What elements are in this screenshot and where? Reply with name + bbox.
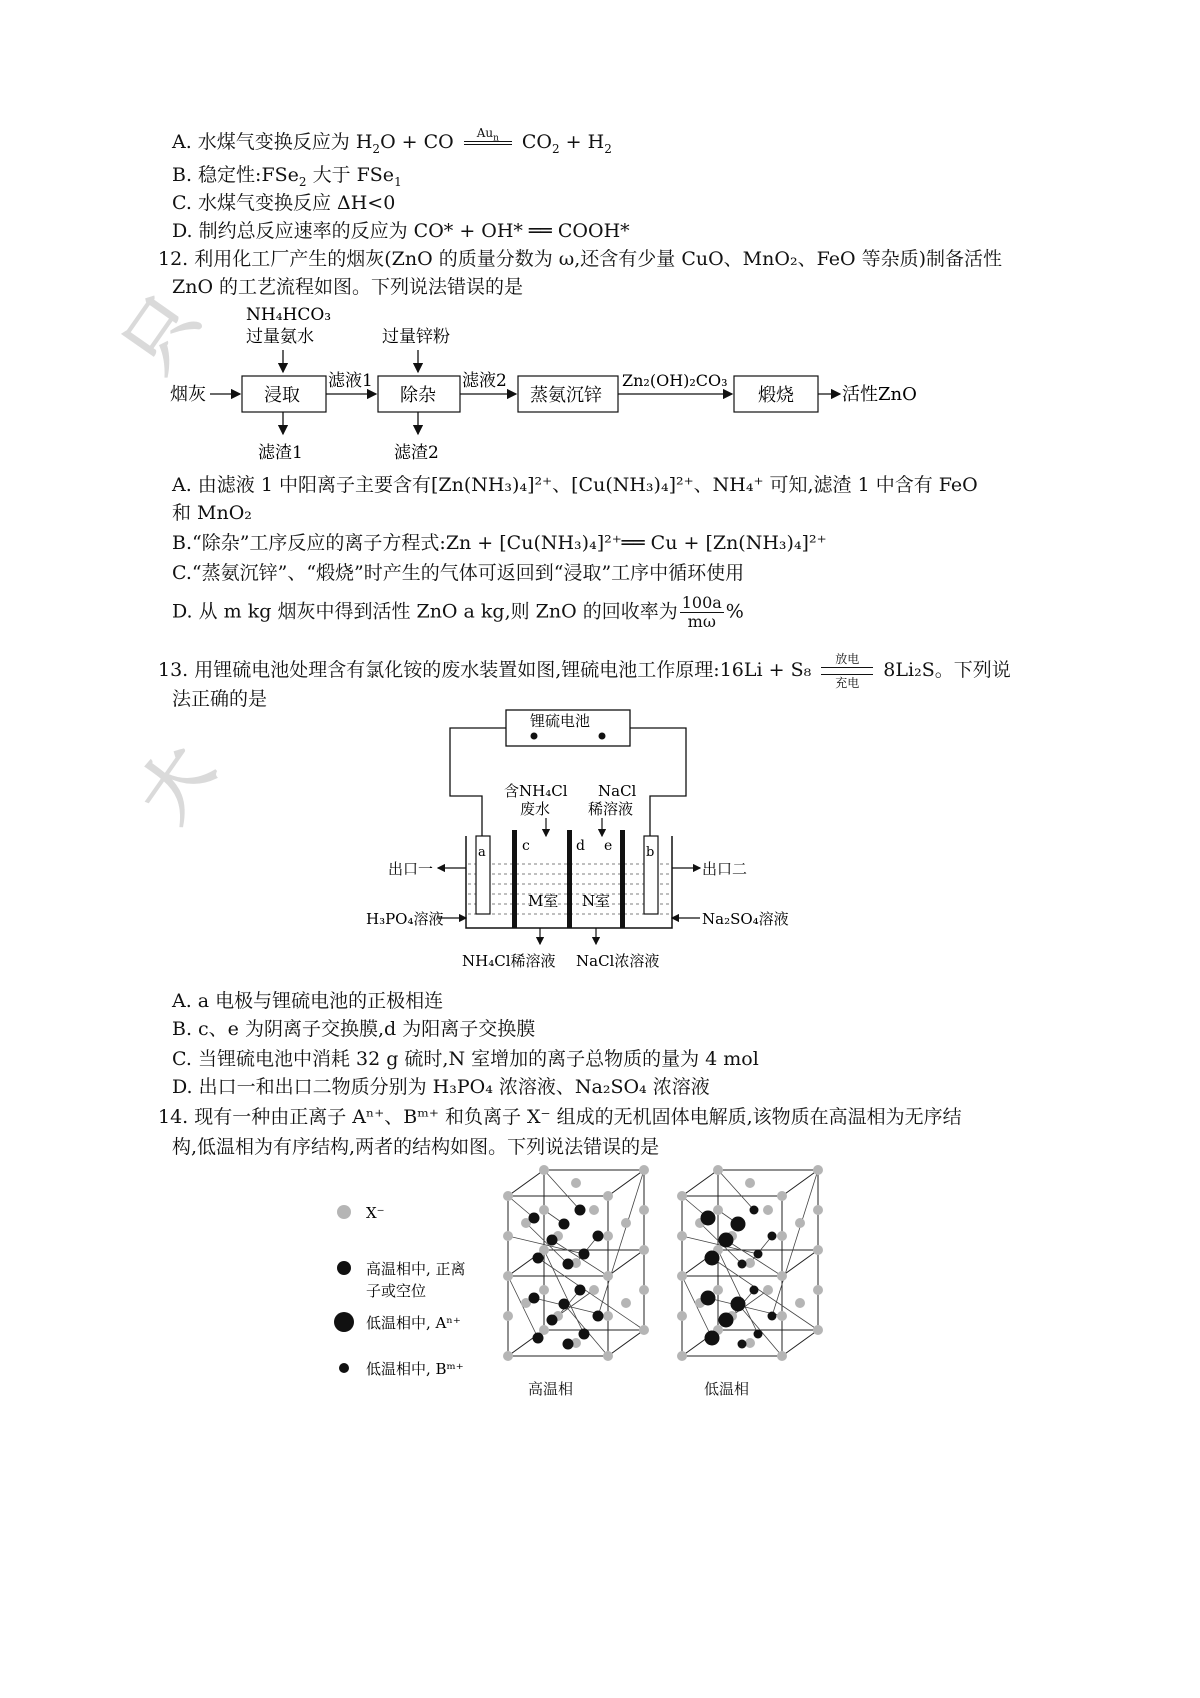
lattice-x-ion-0: [503, 1191, 513, 1201]
lattice-x-ion-7: [813, 1245, 823, 1255]
lattice-cation-15: [563, 1339, 574, 1350]
membrane-e-label: e: [604, 838, 613, 854]
watermark: 大: [122, 731, 230, 836]
lattice-cation-9: [750, 1286, 759, 1295]
feed-dilute-label: 稀溶液: [588, 800, 634, 818]
lattice-x-ion-10: [677, 1351, 687, 1361]
lattice-cation-9: [575, 1285, 586, 1296]
membrane-c-label: c: [522, 838, 530, 854]
box-calcine-label: 煅烧: [758, 385, 794, 406]
lattice-cation-11: [593, 1311, 604, 1322]
q13-stem-line2: 法正确的是: [172, 688, 268, 710]
lattice-cation-4: [533, 1253, 544, 1264]
q12-option-c: C.“蒸氨沉锌”、“煅烧”时产生的气体可返回到“浸取”工序中循环使用: [172, 562, 745, 584]
lattice-cation-7: [738, 1260, 747, 1269]
box-precipitate-label: 蒸氨沉锌: [530, 385, 602, 406]
lattice-high-temp: [496, 1162, 656, 1372]
q13-option-c: C. 当锂硫电池中消耗 32 g 硫时,N 室增加的离子总物质的量为 4 mol: [172, 1048, 759, 1070]
feed-waste-label: 废水: [520, 800, 551, 818]
lattice-cation-12: [705, 1331, 720, 1346]
lattice-cation-12: [533, 1333, 544, 1344]
lattice-cation-7: [563, 1259, 574, 1270]
residue1: 滤渣1: [258, 443, 303, 463]
lattice-x-ion-6: [777, 1271, 787, 1281]
q11-option-a: A. 水煤气变换反应为 $H_2O$ + CO $Au_n$ $CO_2 + H_2$: [172, 126, 612, 160]
lattice-cation-3: [593, 1231, 604, 1242]
bottom-nacl-conc: NaCl浓溶液: [576, 952, 660, 970]
lattice-x-ion-1: [603, 1191, 613, 1201]
q12-stem-line2: ZnO 的工艺流程如图。下列说法错误的是: [172, 276, 524, 298]
lattice-x-ion-18: [539, 1205, 549, 1215]
legend-high-line1: 高温相中, 正离: [366, 1260, 466, 1278]
lattice-x-ion-22: [763, 1205, 773, 1215]
lattice-x-ion-3: [713, 1165, 723, 1175]
lattice-cation-1: [750, 1206, 759, 1215]
membrane-c: [512, 830, 517, 928]
lattice-cation-10: [547, 1315, 558, 1326]
lattice-x-ion-2: [639, 1165, 649, 1175]
lattice-x-ion-4: [745, 1178, 755, 1188]
catalyst-equals: $Au_n$: [464, 126, 512, 160]
lattice-cation-13: [579, 1329, 590, 1340]
q12-stem-line1: 12. 利用化工厂产生的烟灰(ZnO 的质量分数为 ω,还含有少量 CuO、MnO₂、FeO 等杂质)制备活性: [158, 248, 1002, 270]
q12-option-a-line1: A. 由滤液 1 中阳离子主要含有[Zn(NH₃)₄]²⁺、[Cu(NH₃)₄]²⁺、NH₄⁺ 可知,滤渣 1 中含有 FeO: [172, 474, 978, 496]
legend-a-atom: [334, 1312, 354, 1332]
q12-option-a-line2: 和 MnO₂: [172, 502, 252, 524]
lattice-cation-13: [754, 1330, 763, 1339]
lattice-x-ion-17: [813, 1205, 823, 1215]
inlet-h3po4: H₃PO₄溶液: [366, 910, 444, 928]
lattice-x-ion-11: [777, 1351, 787, 1361]
lattice-cation-5: [754, 1250, 763, 1259]
residue2: 滤渣2: [394, 443, 439, 463]
lattice-x-ion-1: [777, 1191, 787, 1201]
electrode-b-label: b: [646, 845, 655, 860]
lattice-cation-3: [768, 1232, 777, 1241]
outlet-one: 出口一: [388, 860, 434, 878]
q13-stem-line1: 13. 用锂硫电池处理含有氯化铵的废水装置如图,锂硫电池工作原理:16Li + S₈ 放电 充电 8Li₂S。下列说: [158, 652, 1011, 690]
lattice-x-ion-16: [777, 1231, 787, 1241]
room-m: M室: [528, 892, 559, 910]
arrow-zn2oh2co3: Zn₂(OH)₂CO₃: [622, 371, 728, 390]
lattice-cation-0: [529, 1213, 540, 1224]
lattice-x-ion-26: [539, 1285, 549, 1295]
lattice-low-temp: [670, 1162, 830, 1372]
lattice-x-ion-3: [539, 1165, 549, 1175]
lattice-x-ion-18: [713, 1205, 723, 1215]
room-n: N室: [582, 892, 611, 910]
lattice-cation-10: [719, 1313, 734, 1328]
flow-end-zno: 活性ZnO: [842, 384, 917, 405]
lattice-cation-6: [559, 1219, 570, 1230]
lattice-cation-8: [701, 1291, 716, 1306]
box-purify-label: 除杂: [400, 385, 436, 406]
lattice-cation-11: [768, 1312, 777, 1321]
q13-option-a: A. a 电极与锂硫电池的正极相连: [172, 990, 444, 1012]
legend-high-line2: 子或空位: [366, 1282, 427, 1300]
lattice-cation-8: [529, 1293, 540, 1304]
lattice-x-ion-23: [677, 1311, 687, 1321]
q12-flow-diagram: [160, 300, 980, 475]
q11-option-c: C. 水煤气变换反应 ΔH<0: [172, 192, 396, 214]
inlet-na2so4: Na₂SO₄溶液: [702, 910, 789, 928]
lattice-x-ion-15: [503, 1231, 513, 1241]
battery-terminal-right: [599, 733, 606, 740]
lattice-cation-5: [579, 1249, 590, 1260]
arrow-filtrate2: 滤液2: [462, 371, 507, 391]
lattice-x-ion-26: [713, 1285, 723, 1295]
lattice-cation-4: [705, 1251, 720, 1266]
lattice-x-ion-20: [795, 1218, 805, 1228]
lattice-x-ion-30: [589, 1285, 599, 1295]
outlet-two: 出口二: [702, 860, 748, 878]
feed-nacl-label: NaCl: [598, 782, 637, 800]
q14-legend: [330, 1190, 500, 1390]
lattice-x-ion-28: [621, 1298, 631, 1308]
lattice-x-ion-23: [503, 1311, 513, 1321]
lattice-cation-2: [547, 1235, 558, 1246]
lattice-cation-15: [738, 1340, 747, 1349]
membrane-d: [567, 830, 572, 928]
lattice-cation-2: [719, 1233, 734, 1248]
lattice-x-ion-15: [677, 1231, 687, 1241]
lattice-x-ion-12: [639, 1325, 649, 1335]
reagent-ammonia: 过量氨水: [246, 327, 314, 347]
feed-nh4cl-label: 含NH₄Cl: [504, 782, 568, 800]
lattice-x-ion-5: [503, 1271, 513, 1281]
q13-cell-diagram: [366, 706, 789, 978]
lattice-x-ion-14: [745, 1338, 755, 1348]
lattice-x-ion-10: [503, 1351, 513, 1361]
legend-high-atom: [337, 1261, 351, 1275]
lattice-x-ion-12: [813, 1325, 823, 1335]
q13-option-d: D. 出口一和出口二物质分别为 H₃PO₄ 浓溶液、Na₂SO₄ 浓溶液: [172, 1076, 710, 1098]
flow-start-ash: 烟灰: [170, 384, 206, 405]
lattice-x-ion-2: [813, 1165, 823, 1175]
lattice-cation-14: [731, 1297, 746, 1312]
legend-b-atom: [339, 1363, 349, 1373]
lattice-x-ion-16: [603, 1231, 613, 1241]
lattice-cation-6: [731, 1217, 746, 1232]
battery-terminal-left: [531, 733, 538, 740]
q12-option-d: D. 从 m kg 烟灰中得到活性 ZnO a kg,则 ZnO 的回收率为 $\frac{100a}{m\omega}$ %: [172, 593, 744, 631]
lattice-cation-14: [559, 1299, 570, 1310]
legend-x-atom: [337, 1205, 351, 1219]
lattice-x-ion-20: [621, 1218, 631, 1228]
legend-b-label: 低温相中, Bᵐ⁺: [366, 1360, 464, 1378]
lattice-cation-0: [701, 1211, 716, 1226]
lattice-x-ion-5: [677, 1271, 687, 1281]
reagent-nh4hco3: NH₄HCO₃: [246, 305, 332, 325]
lattice-x-ion-17: [639, 1205, 649, 1215]
electrode-a-label: a: [478, 845, 486, 860]
reversible-arrow: 放电 充电: [821, 652, 873, 690]
legend-a-label: 低温相中, Aⁿ⁺: [366, 1314, 461, 1332]
lattice-x-ion-11: [603, 1351, 613, 1361]
lattice-x-ion-6: [603, 1271, 613, 1281]
membrane-e: [620, 830, 625, 928]
lattice-x-ion-9: [745, 1258, 755, 1268]
bottom-nh4cl-dilute: NH₄Cl稀溶液: [462, 952, 556, 970]
lattice-x-ion-30: [763, 1285, 773, 1295]
arrow-filtrate1: 滤液1: [328, 371, 373, 391]
lattice-x-ion-25: [639, 1285, 649, 1295]
membrane-d-label: d: [576, 838, 585, 854]
lattice-x-ion-25: [813, 1285, 823, 1295]
caption-high-temp: 高温相: [528, 1380, 574, 1398]
battery-label: 锂硫电池: [530, 712, 591, 730]
box-leaching-label: 浸取: [264, 385, 300, 406]
lattice-x-ion-22: [589, 1205, 599, 1215]
reagent-zinc-powder: 过量锌粉: [382, 327, 450, 347]
q13-option-b: B. c、e 为阴离子交换膜,d 为阳离子交换膜: [172, 1018, 536, 1040]
caption-low-temp: 低温相: [704, 1380, 750, 1398]
lattice-cation-1: [575, 1205, 586, 1216]
q11-option-b: B. 稳定性:FSe$_2$ 大于 FSe$_1$: [172, 164, 402, 189]
legend-x-label: X⁻: [366, 1204, 385, 1222]
lattice-x-ion-24: [603, 1311, 613, 1321]
lattice-x-ion-7: [639, 1245, 649, 1255]
recovery-fraction: $\frac{100a}{m\omega}$: [681, 593, 722, 631]
watermark: 只: [107, 281, 215, 386]
q11-option-d: D. 制约总反应速率的反应为 CO* + OH* ══ COOH*: [172, 220, 630, 242]
q14-stem-line2: 构,低温相为有序结构,两者的结构如图。下列说法错误的是: [172, 1136, 660, 1158]
q14-stem-line1: 14. 现有一种由正离子 Aⁿ⁺、Bᵐ⁺ 和负离子 X⁻ 组成的无机固体电解质,该物质在高温相为无序结: [158, 1106, 962, 1128]
lattice-x-ion-4: [571, 1178, 581, 1188]
q12-option-b: B.“除杂”工序反应的离子方程式:Zn + [Cu(NH₃)₄]²⁺══ Cu + [Zn(NH₃)₄]²⁺: [172, 532, 827, 554]
lattice-x-ion-24: [777, 1311, 787, 1321]
lattice-x-ion-0: [677, 1191, 687, 1201]
lattice-x-ion-28: [795, 1298, 805, 1308]
